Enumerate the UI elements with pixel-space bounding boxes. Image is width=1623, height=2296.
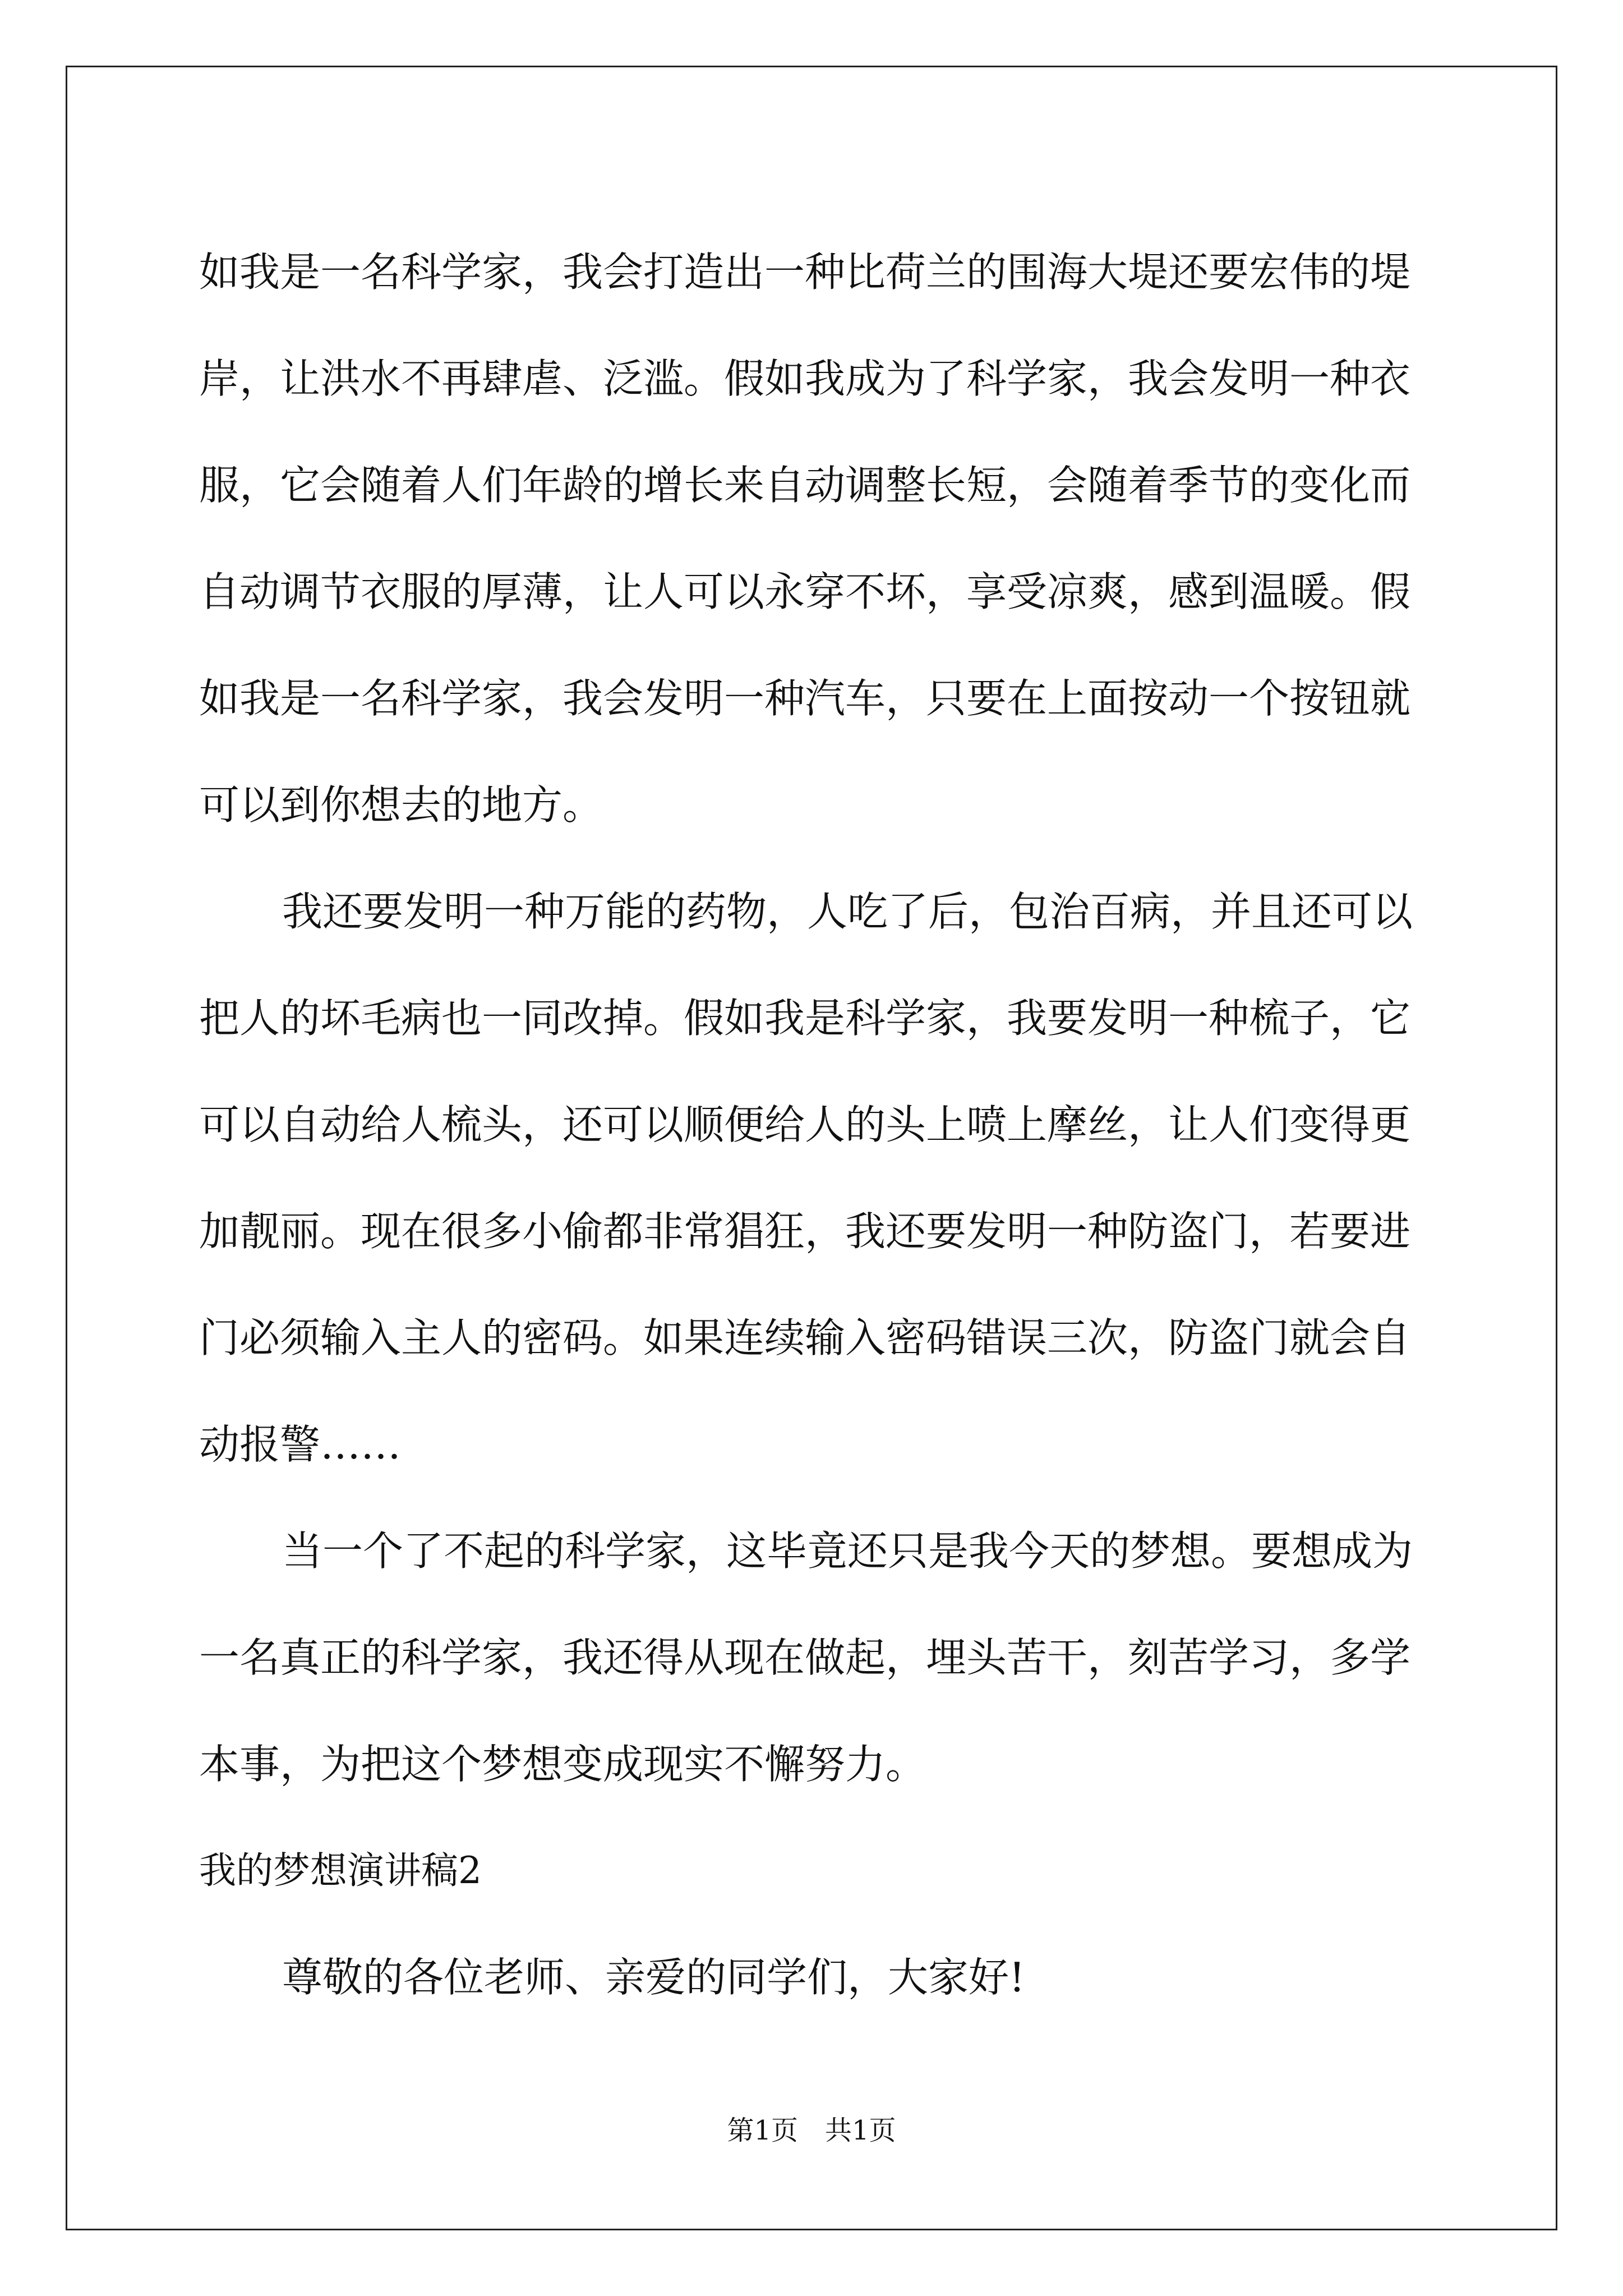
paragraph-line: 加靓丽。现在很多小偷都非常猖狂，我还要发明一种防盗门，若要进 bbox=[199, 1208, 1411, 1255]
paragraph-line: 本事，为把这个梦想变成现实不懈努力。 bbox=[199, 1741, 926, 1788]
page-number-footer: 第1页 共1页 bbox=[727, 2115, 896, 2146]
paragraph-line: 如我是一名科学家，我会发明一种汽车，只要在上面按动一个按钮就 bbox=[199, 675, 1411, 722]
paragraph-line: 自动调节衣服的厚薄，让人可以永穿不坏，享受凉爽，感到温暖。假 bbox=[199, 568, 1411, 615]
paragraph-line: 服，它会随着人们年龄的增长来自动调整长短，会随着季节的变化而 bbox=[199, 462, 1411, 509]
paragraph-line: 把人的坏毛病也一同改掉。假如我是科学家，我要发明一种梳子，它 bbox=[199, 995, 1411, 1042]
paragraph-line: 岸，让洪水不再肆虐、泛滥。假如我成为了科学家，我会发明一种衣 bbox=[199, 355, 1411, 402]
paragraph-line: 门必须输入主人的密码。如果连续输入密码错误三次，防盗门就会自 bbox=[199, 1314, 1411, 1361]
document-body bbox=[199, 219, 1433, 2031]
paragraph-line: 动报警…… bbox=[199, 1421, 402, 1468]
paragraph-line: 如我是一名科学家，我会打造出一种比荷兰的围海大堤还要宏伟的堤 bbox=[199, 249, 1411, 296]
paragraph-line: 可以到你想去的地方。 bbox=[199, 781, 603, 829]
paragraph-line: 一名真正的科学家，我还得从现在做起，埋头苦干，刻苦学习，多学 bbox=[199, 1634, 1411, 1681]
paragraph-line: 当一个了不起的科学家，这毕竟还只是我今天的梦想。要想成为 bbox=[282, 1527, 1413, 1575]
section-heading: 我的梦想演讲稿2 bbox=[199, 1849, 482, 1892]
paragraph-line: 可以自动给人梳头，还可以顺便给人的头上喷上摩丝，让人们变得更 bbox=[199, 1101, 1411, 1148]
greeting-line: 尊敬的各位老师、亲爱的同学们，大家好! bbox=[282, 1954, 1025, 2001]
paragraph-line: 我还要发明一种万能的药物，人吃了后，包治百病，并且还可以 bbox=[282, 888, 1413, 935]
